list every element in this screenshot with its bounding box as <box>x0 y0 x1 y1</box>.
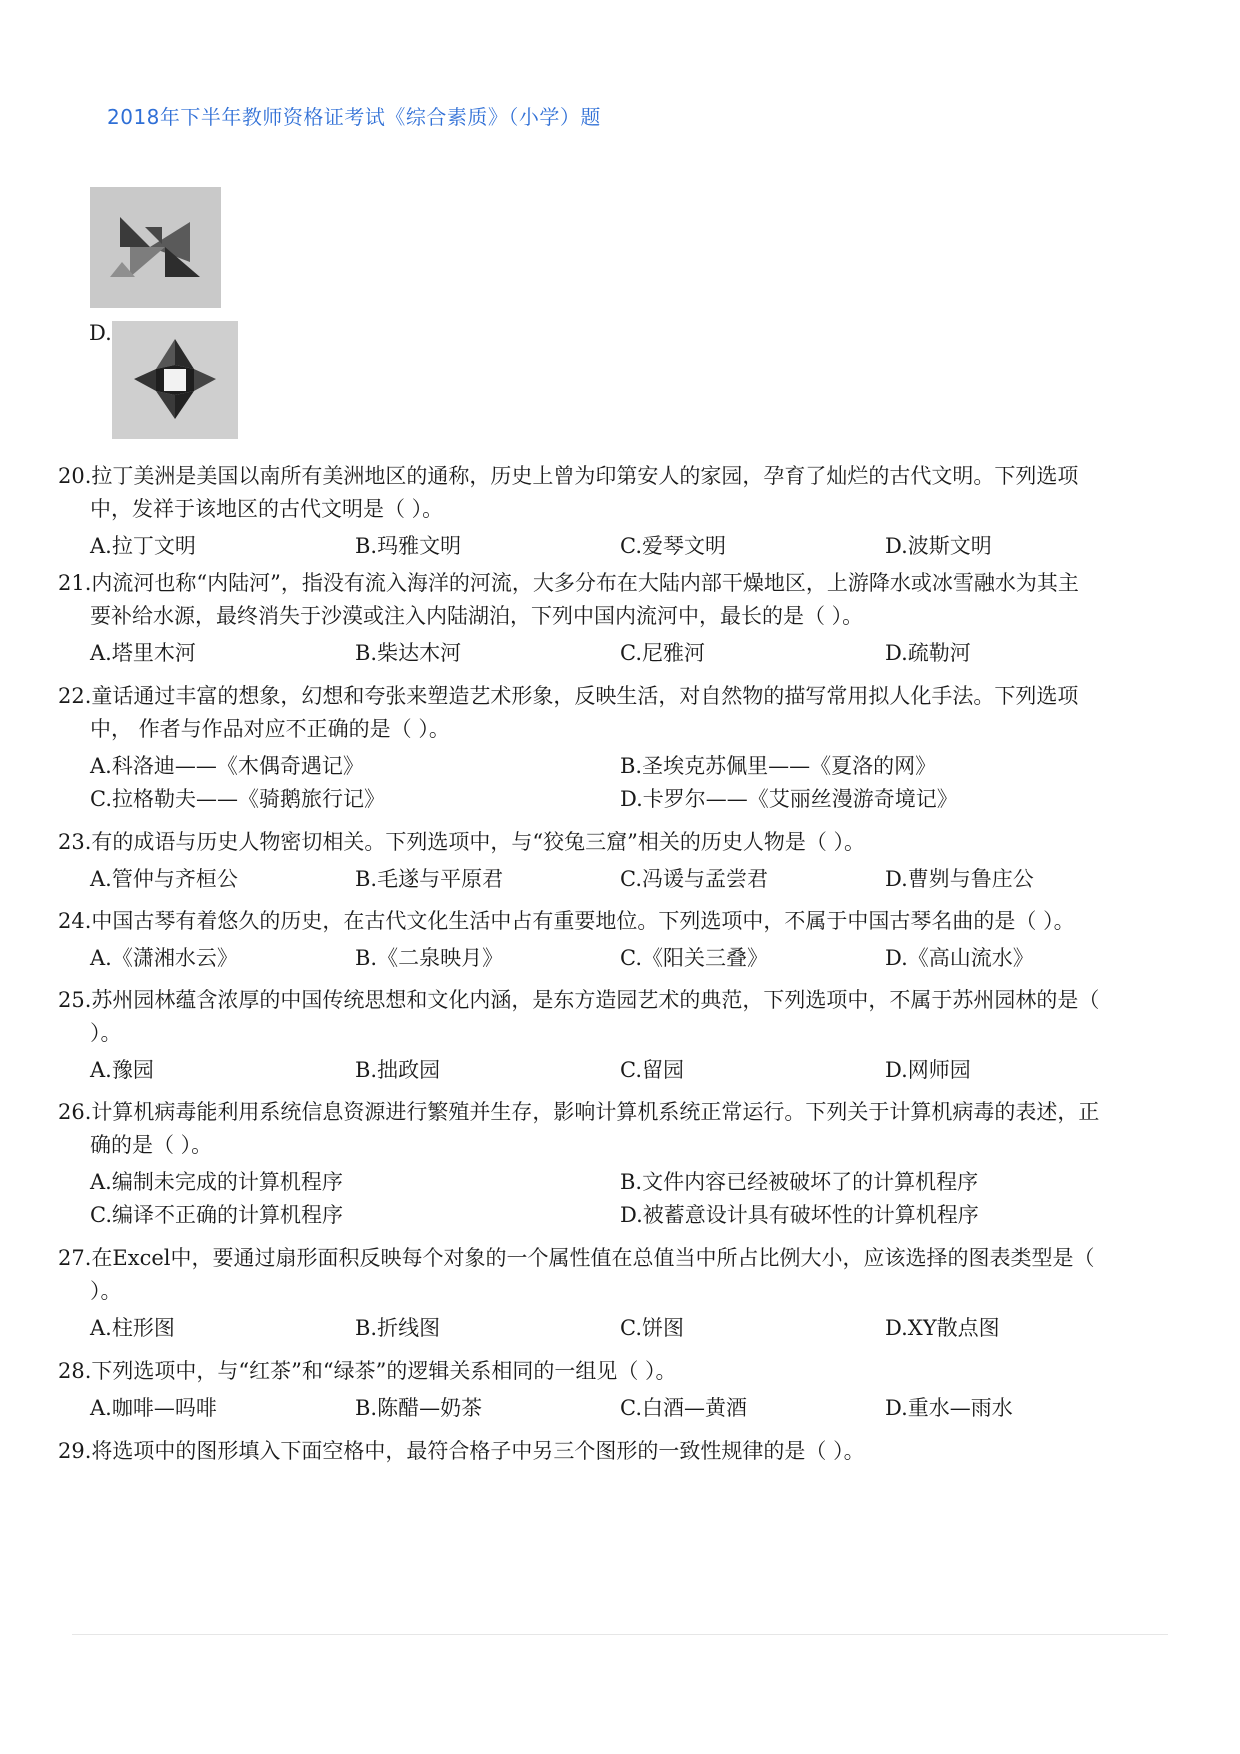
question-text: 拉丁美洲是美国以南所有美洲地区的通称，历史上曾为印第安人的家园，孕育了灿烂的古代文明。下列选项 <box>91 464 1079 488</box>
question-number: 22. <box>58 684 92 708</box>
options-row <box>58 750 1158 783</box>
option-a[interactable]: A.《潇湘水云》 <box>90 946 238 970</box>
question-stem <box>58 1242 1158 1275</box>
option-b[interactable]: B.拙政园 <box>355 1058 441 1082</box>
option-b[interactable]: B.文件内容已经被破坏了的计算机程序 <box>620 1170 979 1194</box>
option-a[interactable]: A.科洛迪——《木偶奇遇记》 <box>90 754 364 778</box>
question-text: ）。 <box>90 1279 122 1303</box>
center-square <box>164 369 186 391</box>
question-25 <box>58 984 1158 1087</box>
option-d-label: D. <box>89 321 112 345</box>
option-d[interactable]: D.曹刿与鲁庄公 <box>885 867 1034 891</box>
option-d[interactable]: D.波斯文明 <box>885 534 992 558</box>
option-b[interactable]: B.柴达木河 <box>355 641 462 665</box>
question-20 <box>58 460 1158 563</box>
question-text: 在Excel中，要通过扇形面积反映每个对象的一个属性值在总值当中所占比例大小，应该选择的图表类型是（ <box>91 1246 1095 1270</box>
question-stem <box>58 680 1158 713</box>
question-number: 26. <box>58 1100 92 1124</box>
question-text: 中国古琴有着悠久的历史，在古代文化生活中占有重要地位。下列选项中，不属于中国古琴名曲的是（ ）。 <box>91 909 1075 933</box>
options-row <box>58 942 1158 975</box>
question-text: 确的是（ ）。 <box>90 1133 213 1157</box>
question-text: 将选项中的图形填入下面空格中，最符合格子中另三个图形的一致性规律的是（ ）。 <box>91 1439 865 1463</box>
question-number: 28. <box>58 1359 92 1383</box>
option-b[interactable]: B.毛遂与平原君 <box>355 867 504 891</box>
option-b[interactable]: B.《二泉映月》 <box>355 946 504 970</box>
question-number: 25. <box>58 988 92 1012</box>
option-a[interactable]: A.咖啡—吗啡 <box>90 1396 217 1420</box>
option-c[interactable]: C.编译不正确的计算机程序 <box>90 1203 343 1227</box>
question-stem <box>58 826 1158 859</box>
option-a[interactable]: A.编制未完成的计算机程序 <box>90 1170 343 1194</box>
question-text: 童话通过丰富的想象，幻想和夸张来塑造艺术形象，反映生活，对自然物的描写常用拟人化手法。下列选项 <box>91 684 1079 708</box>
option-d[interactable]: D.被蓄意设计具有破坏性的计算机程序 <box>620 1203 979 1227</box>
question-text: ）。 <box>90 1021 122 1045</box>
option-a[interactable]: A.豫园 <box>90 1058 154 1082</box>
question-stem <box>58 1355 1158 1388</box>
question-text: 中，发祥于该地区的古代文明是（ ）。 <box>90 497 444 521</box>
question-number: 24. <box>58 909 92 933</box>
options-row <box>58 863 1158 896</box>
option-b[interactable]: B.玛雅文明 <box>355 534 462 558</box>
option-d-figure <box>112 321 238 439</box>
option-c[interactable]: C.《阳关三叠》 <box>620 946 768 970</box>
question-text: 苏州园林蕴含浓厚的中国传统思想和文化内涵，是东方造园艺术的典范，下列选项中，不属于苏州园林的是（ <box>91 988 1100 1012</box>
option-d[interactable]: D.网师园 <box>885 1058 971 1082</box>
option-a[interactable]: A.管仲与齐桓公 <box>90 867 238 891</box>
question-22 <box>58 680 1158 816</box>
question-number: 29. <box>58 1439 92 1463</box>
question-28 <box>58 1355 1158 1425</box>
question-number: 21. <box>58 571 92 595</box>
question-text: 中， 作者与作品对应不正确的是（ ）。 <box>90 717 450 741</box>
question-21 <box>58 567 1158 670</box>
option-b[interactable]: B.折线图 <box>355 1316 441 1340</box>
question-27 <box>58 1242 1158 1345</box>
footer-divider <box>72 1634 1168 1635</box>
option-a[interactable]: A.柱形图 <box>90 1316 175 1340</box>
options-row <box>58 783 1158 816</box>
option-d[interactable]: D.重水—雨水 <box>885 1396 1013 1420</box>
option-d[interactable]: D.疏勒河 <box>885 641 971 665</box>
option-c[interactable]: C.拉格勒夫——《骑鹅旅行记》 <box>90 787 385 811</box>
question-number: 23. <box>58 830 92 854</box>
question-text: 计算机病毒能利用系统信息资源进行繁殖并生存，影响计算机系统正常运行。下列关于计算机病毒的表述，正 <box>91 1100 1100 1124</box>
options-row <box>58 530 1158 563</box>
option-b[interactable]: B.圣埃克苏佩里——《夏洛的网》 <box>620 754 937 778</box>
question-24 <box>58 905 1158 975</box>
option-c[interactable]: C.饼图 <box>620 1316 684 1340</box>
question-stem <box>58 1096 1158 1129</box>
options-row <box>58 1054 1158 1087</box>
options-row <box>58 1166 1158 1199</box>
option-d[interactable]: D.XY散点图 <box>885 1316 1000 1340</box>
question-text: 内流河也称“内陆河”，指没有流入海洋的河流，大多分布在大陆内部干燥地区，上游降水或冰雪融水为其主 <box>91 571 1079 595</box>
option-b[interactable]: B.陈醋—奶茶 <box>355 1396 483 1420</box>
question-26 <box>58 1096 1158 1232</box>
question-number: 27. <box>58 1246 92 1270</box>
question-stem <box>58 567 1158 600</box>
question-29 <box>58 1435 1158 1468</box>
question-stem <box>58 1435 1158 1468</box>
option-c[interactable]: C.白酒—黄酒 <box>620 1396 747 1420</box>
option-c[interactable]: C.冯谖与孟尝君 <box>620 867 768 891</box>
option-a[interactable]: A.拉丁文明 <box>90 534 196 558</box>
option-d[interactable]: D.卡罗尔——《艾丽丝漫游奇境记》 <box>620 787 958 811</box>
options-row <box>58 1199 1158 1232</box>
question-text: 要补给水源，最终消失于沙漠或注入内陆湖泊，下列中国内流河中，最长的是（ ）。 <box>90 604 864 628</box>
page-title: 2018年下半年教师资格证考试《综合素质》（小学）题 <box>107 105 601 129</box>
question-text: 下列选项中，与“红茶”和“绿茶”的逻辑关系相同的一组见（ ）。 <box>91 1359 677 1383</box>
options-row <box>58 637 1158 670</box>
question-23 <box>58 826 1158 896</box>
question-stem <box>58 984 1158 1017</box>
option-c[interactable]: C.尼雅河 <box>620 641 705 665</box>
option-d[interactable]: D.《高山流水》 <box>885 946 1034 970</box>
question-stem <box>58 905 1158 938</box>
option-c[interactable]: C.爱琴文明 <box>620 534 726 558</box>
question-text: 有的成语与历史人物密切相关。下列选项中，与“狡兔三窟”相关的历史人物是（ ）。 <box>91 830 866 854</box>
options-row <box>58 1312 1158 1345</box>
option-c-figure <box>90 187 221 308</box>
options-row <box>58 1392 1158 1425</box>
question-stem <box>58 460 1158 493</box>
option-a[interactable]: A.塔里木河 <box>90 641 196 665</box>
question-number: 20. <box>58 464 92 488</box>
option-c[interactable]: C.留园 <box>620 1058 684 1082</box>
